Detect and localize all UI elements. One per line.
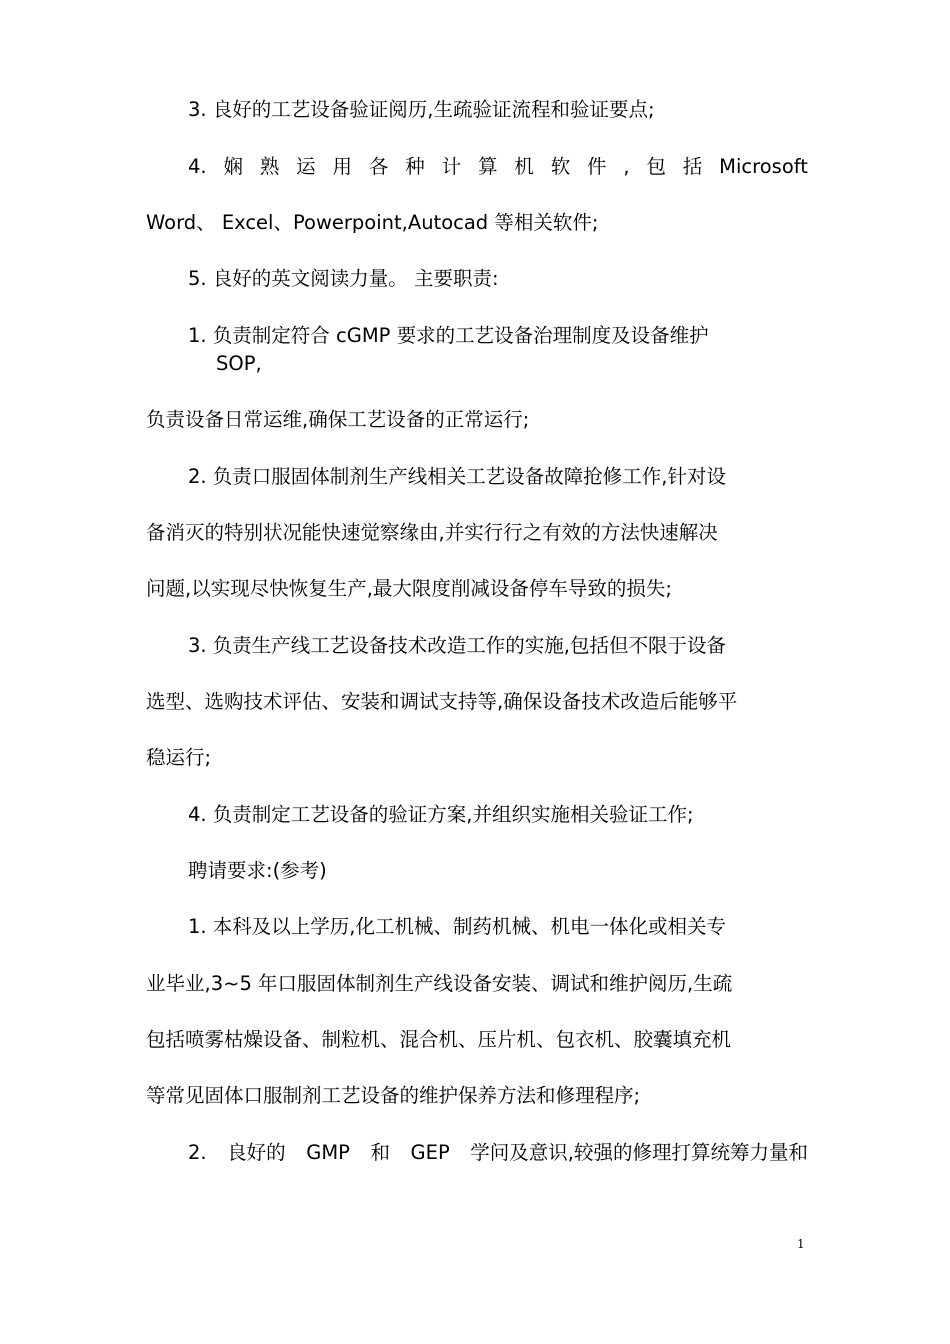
text-line: 3. 良好的工艺设备验证阅历,生疏验证流程和验证要点; [188,98,655,121]
text-line: 业毕业,3~5 年口服固体制剂生产线设备安装、调试和维护阅历,生疏 [146,972,733,995]
word: 良好的 [227,1141,286,1164]
text-line: 1. 负责制定符合 cGMP 要求的工艺设备治理制度及设备维护 [188,324,709,347]
text-line: 4. 负责制定工艺设备的验证方案,并组织实施相关验证工作; [188,803,694,826]
word: 各 [368,155,389,178]
word: 娴 [223,155,243,178]
word: Microsoft [719,155,808,178]
word: 包 [646,155,666,178]
word: 和 [370,1141,390,1164]
text-line-justified [188,154,808,180]
word: GMP [306,1141,350,1164]
text-line: 问题,以实现尽快恢复生产,最大限度削减设备停车导致的损失; [146,577,672,600]
text-line: 5. 良好的英文阅读力量。 主要职责: [188,267,499,290]
word: 4. [188,155,207,178]
text-line: Word、 Excel、Powerpoint,Autocad 等相关软件; [146,211,599,234]
text-line: SOP, [216,352,262,375]
word: 2. [188,1141,207,1164]
word: 学问及意识,较强的修理打算统筹力量和 [470,1141,808,1164]
word: GEP [410,1141,450,1164]
word: 熟 [259,155,280,178]
text-line-justified [188,1140,808,1166]
text-line: 负责设备日常运维,确保工艺设备的正常运行; [146,408,530,431]
word: 用 [332,155,353,178]
text-line: 选型、选购技术评估、安装和调试支持等,确保设备技术改造后能够平 [146,690,738,713]
word: 件 [587,155,607,178]
text-line: 3. 负责生产线工艺设备技术改造工作的实施,包括但不限于设备 [188,634,727,657]
word: 括 [682,155,703,178]
page-number: 1 [797,1237,805,1251]
word: , [623,155,630,178]
word: 算 [477,155,498,178]
section-heading: 聘请要求:(参考) [188,859,327,882]
text-line: 1. 本科及以上学历,化工机械、制药机械、机电一体化或相关专 [188,915,727,938]
text-line: 包括喷雾枯燥设备、制粒机、混合机、压片机、包衣机、胶囊填充机 [146,1028,732,1051]
text-line: 2. 负责口服固体制剂生产线相关工艺设备故障抢修工作,针对设 [188,465,727,488]
word: 运 [296,155,316,178]
word: 机 [514,155,534,178]
word: 计 [441,155,462,178]
text-line: 稳运行; [146,746,212,769]
word: 种 [405,155,425,178]
text-line: 等常见固体口服制剂工艺设备的维护保养方法和修理程序; [146,1084,641,1107]
word: 软 [550,155,571,178]
text-line: 备消灭的特别状况能快速觉察缘由,并实行行之有效的方法快速解决 [146,521,718,544]
